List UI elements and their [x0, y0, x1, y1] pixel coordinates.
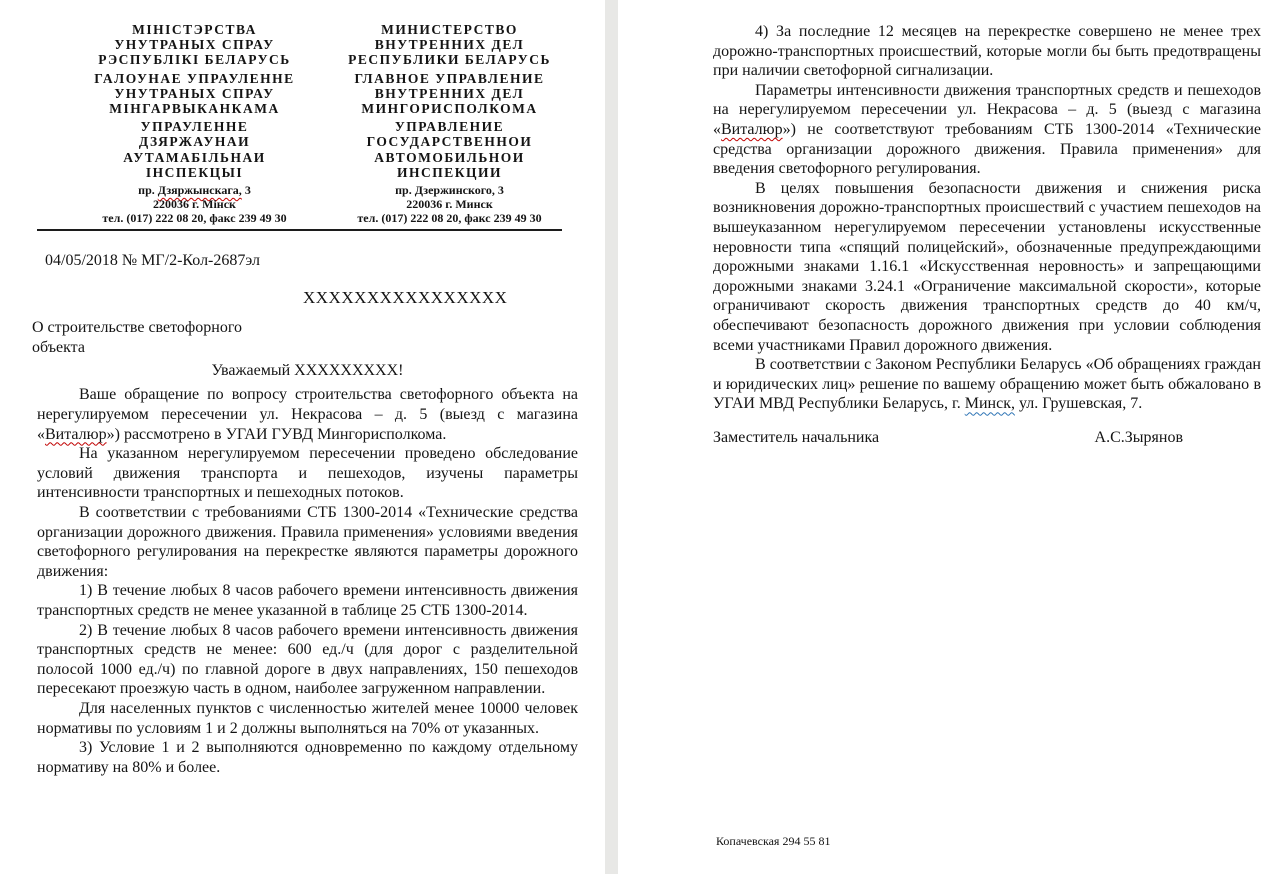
- address-street: пр. Дзержинского, 3: [395, 183, 504, 198]
- body-paragraph: В соответствии с требованиями СТБ 1300-2014 «Технические средства организации дорожного движения. Правила применения» условиями введения светофорного регулирования на перекрестке являются параметры дорожного движения:: [37, 503, 578, 580]
- paragraph-text: Ваше обращение по вопросу строительства светофорного объекта на нерегулируемом пересечении ул. Некрасова – д. 5 (выезд с магазина «: [37, 386, 578, 443]
- body-paragraph: 3) Условие 1 и 2 выполняются одновременно по каждому отдельному нормативу на 80% и более.: [37, 739, 578, 776]
- paragraph-text: Параметры интенсивности движения транспортных средств и пешеходов на нерегулируемом пересечении ул. Некрасова – д. 5 (выезд с магазина «: [713, 81, 1261, 138]
- letterhead-line: ВНУТРЕННИХ ДЕЛ: [374, 37, 525, 53]
- reference-number-line: 04/05/2018 № МГ/2-Кол-2687эл: [45, 252, 260, 270]
- letterhead-line: УНУТРАНЫХ СПРАУ: [114, 85, 275, 101]
- letterhead-line: РЕСПУБЛИКИ БЕЛАРУСЬ: [348, 52, 551, 68]
- letterhead-address-be: [67, 184, 322, 225]
- addressee-redacted: ХХХХХХХХХХХХХХХХ: [303, 288, 508, 308]
- salutation: Уважаемый ХХХХХХХХХ!: [211, 362, 404, 380]
- body-paragraph: [713, 81, 1261, 179]
- letterhead-line: УПРАВЛЕНИЕ: [394, 119, 505, 135]
- page-gap-divider: [605, 0, 618, 874]
- signer-title: Заместитель начальника: [713, 428, 880, 446]
- letterhead-line: РЭСПУБЛІКІ БЕЛАРУСЬ: [98, 52, 291, 68]
- letterhead-line: МИНИСТЕРСТВО: [381, 22, 518, 37]
- letterhead-division-ru: [322, 119, 577, 180]
- signer-name: А.С.Зырянов: [1094, 428, 1183, 446]
- body-paragraph: 2) В течение любых 8 часов рабочего времени интенсивность движения транспортных средств не менее: 600 ед./ч (для дорог с разделительной полосой 1000 ед./ч) по главной дороге в двух направлениях, 150 пешеходов пересекают проезжую часть в одном, наиболее загруженном направлении.: [37, 621, 578, 698]
- letterhead-maindept-be: [67, 71, 322, 117]
- letterhead-line: УНУТРАНЫХ СПРАУ: [114, 37, 275, 53]
- address-phone: тел. (017) 222 08 20, факс 239 49 30: [357, 210, 542, 225]
- paragraph-text: В соответствии с Законом Республики Беларусь «Об обращениях граждан и юридических лиц» решение по вашему обращению может быть обжаловано в УГАИ МВД Республики Беларусь, г.: [713, 356, 1261, 413]
- body-paragraph: 4) За последние 12 месяцев на перекрестке совершено не менее трех дорожно-транспортных происшествий, которые могли бы быть предотвращены при наличии светофорной сигнализации.: [713, 23, 1261, 80]
- letterhead-line: МІНГАРВЫКАНКАМА: [109, 101, 280, 117]
- letterhead-russian: [322, 22, 577, 225]
- letterhead-line: ГОСУДАРСТВЕННОИ: [366, 134, 533, 150]
- letterhead-line: ГАЛОУНАЕ УПРАУЛЕННЕ: [94, 70, 295, 86]
- grammar-flagged-word: Минск,: [964, 395, 1015, 413]
- letterhead-line: МІНІСТЭРСТВА: [132, 22, 257, 37]
- address-prefix: пр.: [138, 183, 158, 198]
- body-paragraph: 1) В течение любых 8 часов рабочего времени интенсивность движения транспортных средств не менее указанной в таблице 25 СТБ 1300-2014.: [37, 582, 578, 619]
- letterhead-belarusian: [67, 22, 322, 225]
- letterhead-ministry-be: [67, 22, 322, 68]
- address-number: 3: [241, 183, 251, 198]
- misspelled-word: Виталюр: [721, 120, 783, 138]
- address-phone: тел. (017) 222 08 20, факс 239 49 30: [102, 210, 287, 225]
- letter-body-page-1: [37, 385, 578, 777]
- letter-body-page-2: [713, 22, 1261, 414]
- executor-footer: Копачевская 294 55 81: [716, 834, 831, 848]
- letterhead-line: ГЛАВНОЕ УПРАВЛЕНИЕ: [354, 70, 545, 86]
- letterhead-ministry-ru: [322, 22, 577, 68]
- letterhead-maindept-ru: [322, 71, 577, 117]
- subject-line-2: объекта: [32, 339, 85, 357]
- paragraph-text: ») не соответствуют требованиям СТБ 1300-2014 «Технические средства организации дорожного движения. Правила применения» для введения светофорного регулирования.: [713, 120, 1261, 178]
- letterhead-line: АВТОМОБИЛЬНОИ: [374, 149, 525, 165]
- body-paragraph: [37, 385, 578, 444]
- letterhead-rule: [37, 229, 562, 231]
- subject-line: [32, 318, 605, 358]
- subject-line-1: О строительстве светофорного: [32, 319, 242, 337]
- body-paragraph: Для населенных пунктов с численностью жителей менее 10000 человек нормативы по условиям 1 и 2 должны выполняться на 70% от указанных.: [37, 699, 578, 737]
- body-paragraph: В целях повышения безопасности движения и снижения риска возникновения дорожно-транспортных происшествий с участием пешеходов на вышеуказанном нерегулируемом пересечении установлены искусственные неровности типа «спящий полицейский», обозначенные предупреждающими дорожными знаками 1.16.1 «Искусственная неровность» и запрещающими дорожными знаками 3.24.1 «Ограничение максимальной скорости», которые ограничивают скорость движения транспортных средств до 40 км/ч, обеспечивают безопасность дорожного движения при условии соблюдения всеми участниками Правил дорожного движения.: [713, 179, 1261, 354]
- letterhead-division-be: [67, 119, 322, 180]
- letterhead-line: ИНСПЕКЦИИ: [396, 164, 503, 180]
- letterhead-line: АУТАМАБІЛЬНАИ: [123, 149, 266, 165]
- letter-page-1: [0, 0, 605, 874]
- misspelled-word: Виталюр: [45, 425, 107, 443]
- letterhead-line: ІНСПЕКЦЫІ: [145, 164, 244, 180]
- letterhead-line: ДЗЯРЖАУНАИ: [138, 134, 251, 150]
- letterhead-line: ВНУТРЕННИХ ДЕЛ: [374, 85, 525, 101]
- letter-page-2: [618, 0, 1280, 874]
- misspelled-word: Дзяржынскага,: [157, 183, 242, 198]
- letterhead-line: МИНГОРИСПОЛКОМА: [361, 101, 538, 117]
- address-street: [67, 184, 322, 198]
- letterhead: [67, 22, 577, 225]
- body-paragraph: [713, 355, 1261, 414]
- letterhead-line: УПРАУЛЕННЕ: [140, 119, 249, 135]
- letterhead-address-ru: [322, 184, 577, 225]
- address-city: 220036 г. Мінск: [153, 196, 236, 211]
- address-city: 220036 г. Минск: [406, 196, 493, 211]
- signature-line: [713, 428, 1261, 448]
- body-paragraph: На указанном нерегулируемом пересечении проведено обследование условий движения транспорта и пешеходов, изучены параметры интенсивности транспортных и пешеходных потоков.: [37, 445, 578, 502]
- paragraph-text: ул. Грушевская, 7.: [1014, 395, 1143, 413]
- paragraph-text: ») рассмотрено в УГАИ ГУВД Мингорисполкома.: [106, 425, 447, 443]
